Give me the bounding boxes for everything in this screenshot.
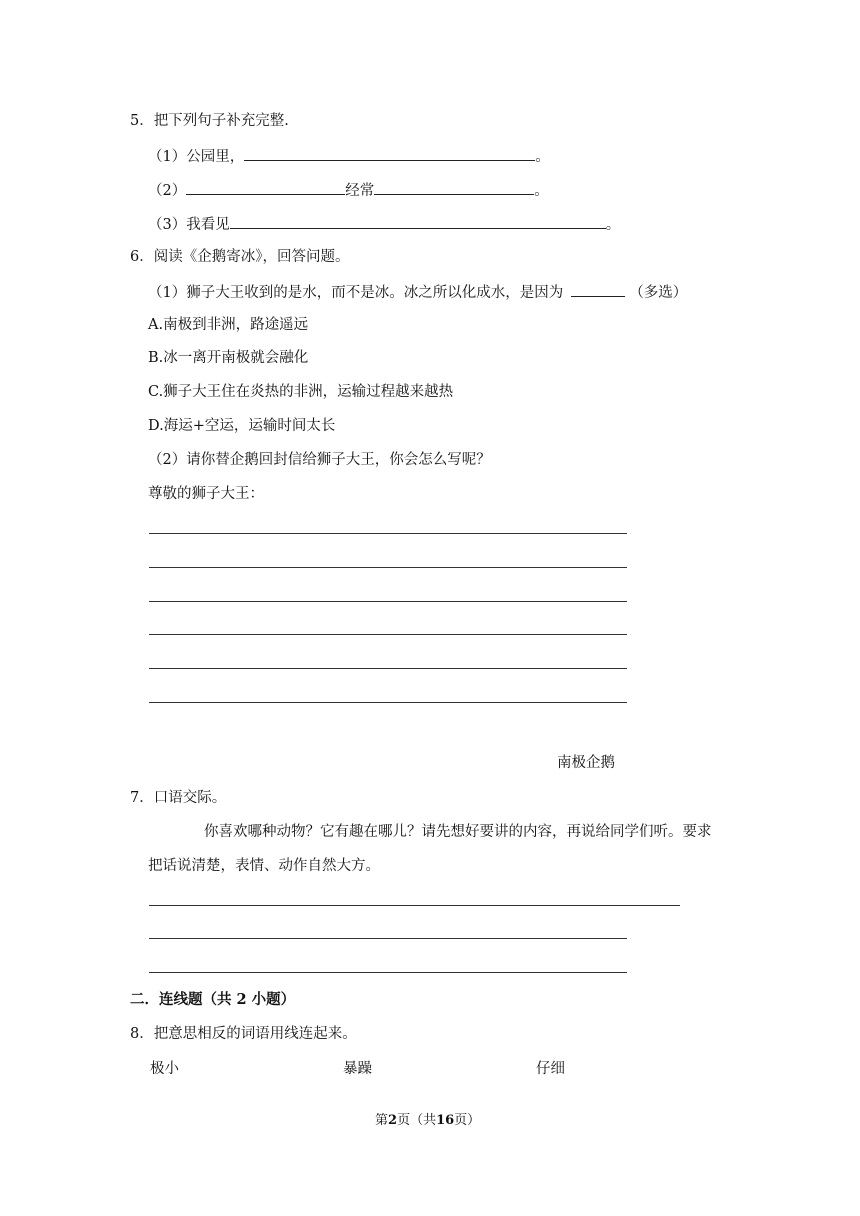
q6-writing-line-1[interactable] [149, 533, 627, 534]
q6-writing-line-5[interactable] [149, 668, 627, 669]
q5-item-3-suffix: 。 [605, 217, 621, 233]
q6-writing-line-3[interactable] [149, 601, 627, 602]
q5-item-1 [148, 145, 550, 167]
q6-writing-line-2[interactable] [149, 567, 627, 568]
q6-title: 6．阅读《企鹅寄冰》，回答问题。 [130, 249, 350, 265]
q7-paragraph-line-1: 你喜欢哪种动物？它有趣在哪儿？请先想好要讲的内容，再说给同学们听。要求 [204, 824, 712, 840]
q5-item-2-middle: 经常 [345, 183, 375, 199]
q5-item-2-prefix: （2） [148, 183, 187, 199]
q6-letter-signature: 南极企鹅 [557, 755, 615, 771]
q5-item-2-suffix: 。 [534, 183, 549, 199]
q8-word-2[interactable]: 暴躁 [343, 1061, 372, 1077]
q7-writing-line-2[interactable] [149, 938, 627, 939]
q7-title: 7．口语交际。 [130, 790, 227, 806]
footer-page-number: 2 [388, 1113, 398, 1128]
q6-letter-greeting: 尊敬的狮子大王： [148, 486, 264, 502]
q7-writing-line-3[interactable] [149, 972, 627, 973]
footer-mid: 页（共 [397, 1113, 437, 1128]
q5-item-3-prefix: （3）我看见 [148, 217, 230, 233]
q6-writing-line-4[interactable] [149, 634, 627, 635]
q5-item-2-blank-2[interactable] [374, 179, 534, 195]
q8-word-3[interactable]: 仔细 [536, 1061, 565, 1077]
footer-post: 页） [454, 1113, 481, 1128]
q6-sub-1-prefix: （1）狮子大王收到的是水，而不是冰。冰之所以化成水，是因为 [148, 285, 564, 301]
q5-item-2 [148, 179, 549, 201]
page-footer [375, 1111, 480, 1131]
q5-item-1-prefix: （1）公园里， [148, 149, 245, 165]
footer-pre: 第 [375, 1113, 389, 1128]
q6-option-b: B.冰一离开南极就会融化 [148, 350, 309, 366]
q6-option-c: C.狮子大王住在炎热的非洲，运输过程越来越热 [148, 384, 454, 400]
q6-sub-1-suffix: （多选） [629, 285, 688, 301]
q5-title: 5．把下列句子补充完整. [130, 113, 289, 129]
q7-writing-line-1[interactable] [149, 905, 680, 906]
q6-option-d: D.海运+空运，运输时间太长 [148, 418, 336, 434]
q5-item-1-suffix: 。 [535, 149, 550, 165]
q5-item-1-blank[interactable] [244, 145, 535, 161]
q5-item-3-blank[interactable] [230, 213, 606, 229]
q6-sub-2: （2）请你替企鹅回封信给狮子大王，你会怎么写呢？ [148, 452, 491, 468]
q6-sub-1-blank[interactable] [571, 281, 625, 297]
q6-sub-1 [148, 281, 687, 303]
footer-total-pages: 16 [436, 1113, 455, 1128]
q6-writing-line-6[interactable] [149, 702, 627, 703]
section-2-heading: 二．连线题（共 2 小题） [130, 991, 296, 1008]
q6-option-a: A.南极到非洲，路途遥远 [148, 317, 309, 333]
q7-paragraph-line-2: 把话说清楚，表情、动作自然大方。 [148, 858, 380, 874]
q5-item-2-blank-1[interactable] [186, 179, 345, 195]
q8-word-1[interactable]: 极小 [150, 1061, 179, 1077]
q8-title: 8．把意思相反的词语用线连起来。 [130, 1026, 357, 1042]
q5-item-3 [148, 213, 620, 235]
